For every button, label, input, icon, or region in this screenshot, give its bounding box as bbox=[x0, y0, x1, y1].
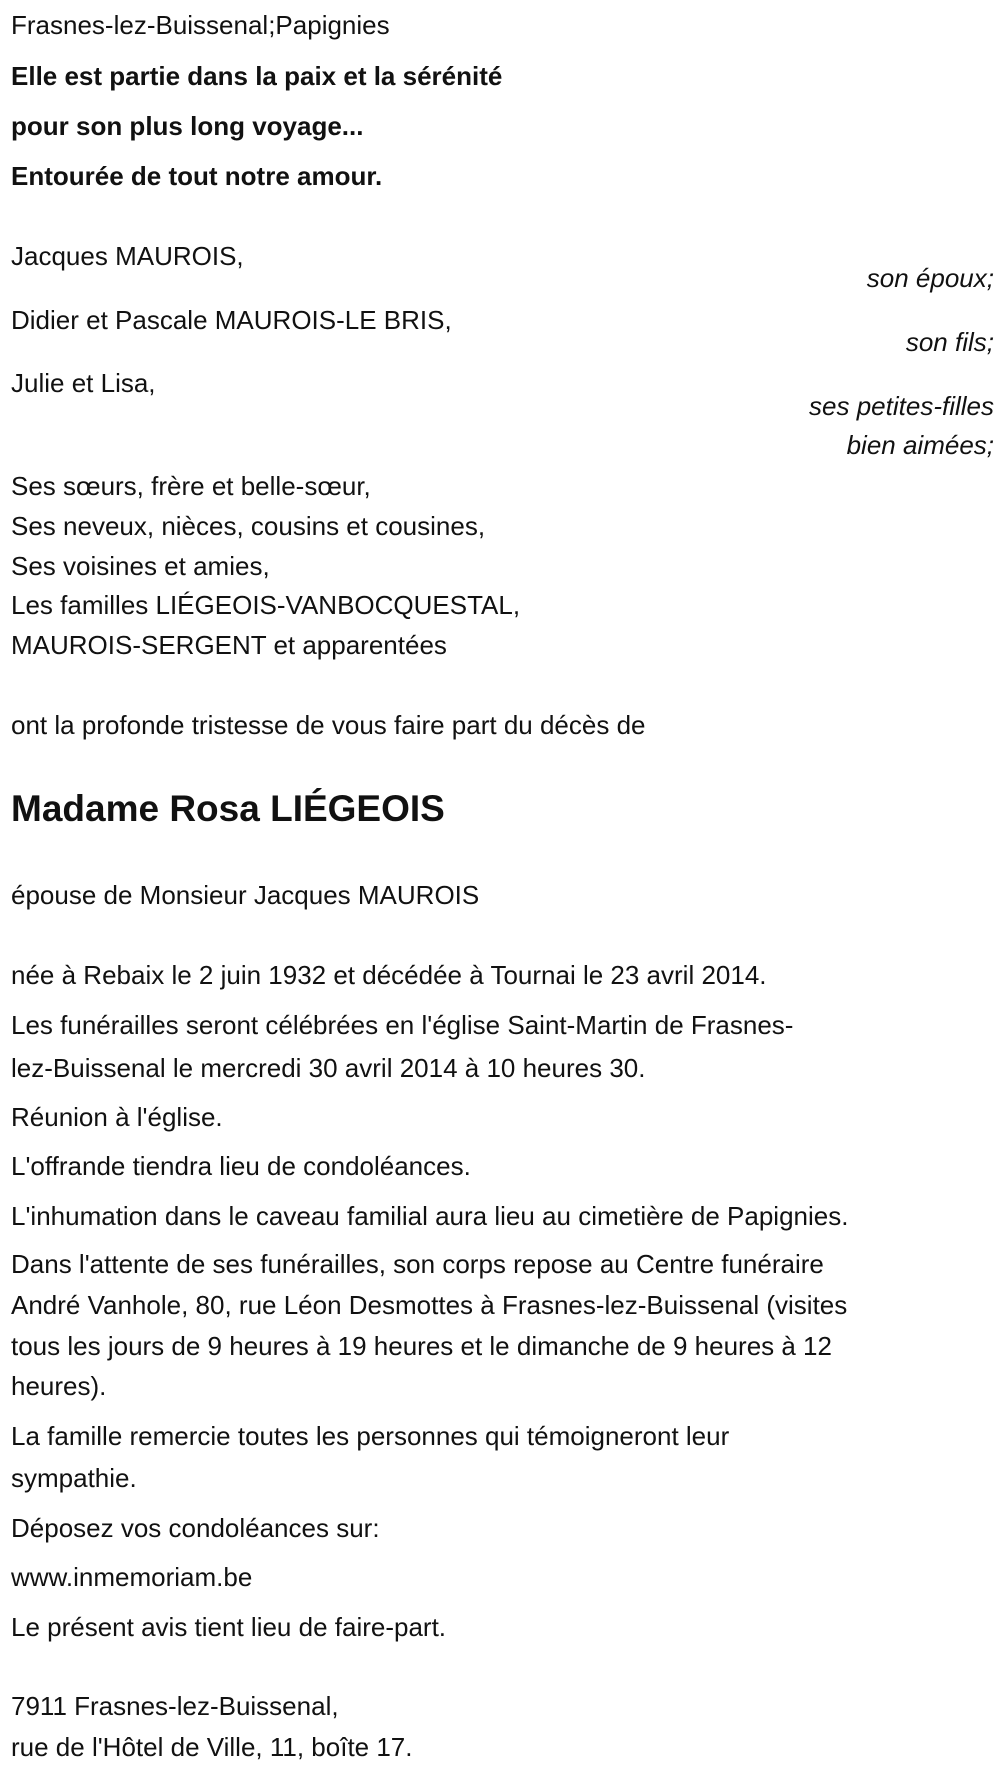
relatives-line: MAUROIS-SERGENT et apparentées bbox=[11, 630, 447, 660]
detail-line: sympathie. bbox=[11, 1463, 137, 1493]
family-relation: bien aimées; bbox=[846, 430, 994, 460]
detail-line: Réunion à l'église. bbox=[11, 1102, 223, 1132]
detail-line: La famille remercie toutes les personnes qui témoigneront leur bbox=[11, 1421, 730, 1451]
detail-line: Déposez vos condoléances sur: bbox=[11, 1513, 380, 1543]
relatives-line: Ses voisines et amies, bbox=[11, 551, 270, 581]
detail-line: née à Rebaix le 2 juin 1932 et décédée à Tournai le 23 avril 2014. bbox=[11, 960, 767, 990]
deceased-spouse: épouse de Monsieur Jacques MAUROIS bbox=[11, 880, 480, 910]
header-locality: Frasnes-lez-Buissenal;Papignies bbox=[11, 10, 390, 40]
verse-line: Entourée de tout notre amour. bbox=[11, 161, 383, 191]
detail-line: L'offrande tiendra lieu de condoléances. bbox=[11, 1151, 471, 1181]
family-name: Didier et Pascale MAUROIS-LE BRIS, bbox=[11, 305, 452, 335]
detail-line: L'inhumation dans le caveau familial aura lieu au cimetière de Papignies. bbox=[11, 1201, 849, 1231]
deceased-name: Madame Rosa LIÉGEOIS bbox=[11, 788, 445, 829]
address-line: rue de l'Hôtel de Ville, 11, boîte 17. bbox=[11, 1732, 413, 1762]
detail-line: tous les jours de 9 heures à 19 heures et le dimanche de 9 heures à 12 bbox=[11, 1331, 832, 1361]
address-line: 7911 Frasnes-lez-Buissenal, bbox=[11, 1691, 339, 1721]
relatives-line: Ses neveux, nièces, cousins et cousines, bbox=[11, 511, 486, 541]
announcement: ont la profonde tristesse de vous faire part du décès de bbox=[11, 710, 646, 740]
detail-line: André Vanhole, 80, rue Léon Desmottes à Frasnes-lez-Buissenal (visites bbox=[11, 1290, 848, 1320]
website-link[interactable]: www.inmemoriam.be bbox=[11, 1562, 253, 1592]
detail-line: Dans l'attente de ses funérailles, son corps repose au Centre funéraire bbox=[11, 1249, 824, 1279]
detail-line: heures). bbox=[11, 1371, 107, 1401]
relatives-line: Ses sœurs, frère et belle-sœur, bbox=[11, 471, 371, 501]
detail-line: Les funérailles seront célébrées en l'église Saint-Martin de Frasnes- bbox=[11, 1010, 794, 1040]
family-relation: son fils; bbox=[905, 327, 994, 357]
family-relation: son époux; bbox=[866, 263, 994, 293]
detail-line: lez-Buissenal le mercredi 30 avril 2014 à 10 heures 30. bbox=[11, 1053, 646, 1083]
verse-line: pour son plus long voyage... bbox=[11, 111, 364, 141]
family-name: Julie et Lisa, bbox=[11, 368, 156, 398]
verse-line: Elle est partie dans la paix et la sérénité bbox=[11, 61, 503, 91]
family-relation: ses petites-filles bbox=[809, 391, 994, 421]
relatives-line: Les familles LIÉGEOIS-VANBOCQUESTAL, bbox=[11, 590, 521, 620]
closing-note: Le présent avis tient lieu de faire-part. bbox=[11, 1612, 447, 1642]
family-name: Jacques MAUROIS, bbox=[11, 241, 244, 271]
